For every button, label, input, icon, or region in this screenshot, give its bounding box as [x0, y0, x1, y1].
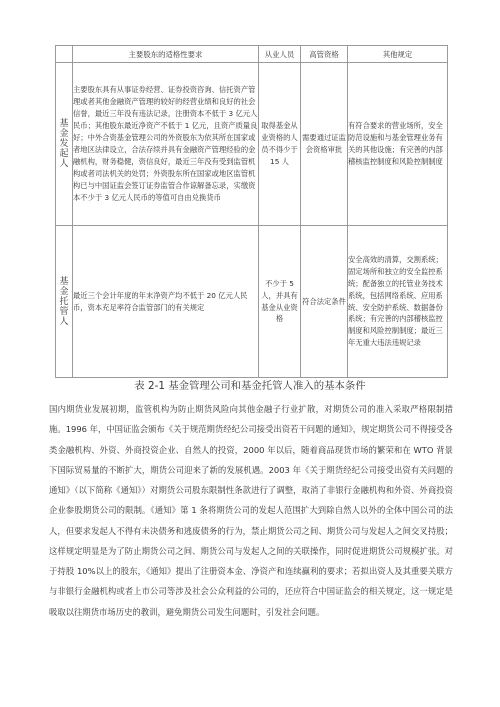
cell-other: 有符合要求的营业场所，安全防范设施和与基金管理业务有关的其他设施；有完善的内部稽核监控制度和风险控制制度 — [348, 63, 448, 226]
row-label-char: 起 — [59, 149, 69, 159]
requirements-table — [55, 45, 448, 378]
cell-requirement: 主要股东具有从事证券经营、证券投资咨询、信托资产管理或者其他金融资产管理的较好的经营业绩和良好的社会信誉，最近三年没有违法记录，注册资本不低于 3 亿元人民币；其他股东最近净资产不低于 1 亿元，且资产质量良好；中外合资基金管理公司的外资股东为依其所在国家或者地区法律设立，合法存续并具有金融资产管理经验的金融机构，财务稳健，资信良好，最近三年没有受到监管机构或者司法机关的处罚；外资股东所在国家或地区监管机构已与中国证监会签订证券监管合作谅解备忘录，实缴资本不少于 3 亿元人民币的等值可自由兑换货币 — [73, 63, 259, 226]
cell-executive: 需要通过证监会资格审批 — [301, 63, 348, 226]
row-label-char: 人 — [59, 316, 69, 327]
header-shareholder-requirements: 主要股东的适格性要求 — [73, 46, 259, 63]
body-paragraph — [49, 399, 453, 622]
paragraph-text: 国内期货业发展初期，监管机构为防止期货风险向其他金融子行业扩散，对期货公司的准入采取严格限制措施。1996 年，中国证监会颁布《关于规范期货经纪公司接受出资若干问题的通知》，规定期货公司不得接受各类金融机构、外资、外商投资企业、自然人的投资，2000 年以后，随着商品现货市场的繁荣和在 WTO 背景下国际贸易量的不断扩大，期货公司迎来了新的发展机遇。2003 年《关于期货经纪公司接受出资有关问题的通知》（以下简称《通知》）对期货公司股东限制性条款进行了调整，取消了非银行金融机构和外资、外商投资企业参股期货公司的限制。《通知》第 1 条将期货公司的发起人范围扩大到除自然人以外的全体中国公司的法人，但要求发起人不得有未决债务和逃废债务的行为，禁止期货公司之间、期货公司与发起人之间交叉持股；这样规定明显是为了防止期货公司之间、期货公司与发起人之间的关联操作，同时促进期货公司规模扩张。对于持股 10%以上的股东，《通知》提出了注册资本金、净资产和连续赢利的要求；若拟出资人及其重要关联方与非银行金融机构或者上市公司等涉及社会公众利益的公司的，还应符合中国证监会的相关规定，这一规定是吸取以往期货市场历史的教训，避免期货公司发生问题时，引发社会问题。 — [49, 404, 453, 617]
table-row — [56, 63, 448, 226]
row-label-fund-sponsor — [56, 63, 73, 226]
row-label-char: 金 — [59, 286, 69, 297]
table-row — [56, 226, 448, 378]
row-label-fund-custodian — [56, 226, 73, 378]
row-label-char: 托 — [59, 296, 69, 307]
row-label-char: 发 — [59, 139, 69, 149]
cell-requirement: 最近三个会计年度的年末净资产均不低于 20 亿元人民币，资本充足率符合监管部门的有关规定 — [73, 226, 259, 378]
cell-staff: 取得基金从业资格的人员不得少于 15 人 — [259, 63, 301, 226]
cell-other: 安全高效的清算，交割系统；固定场所和独立的安全监控系统；配备独立的托管业务技术系统，包括网络系统、应用系统、安全防护系统、数据备份系统；有完善的内部稽核监控制度和风险控制制度；最近三年无重大违法违规记录 — [348, 226, 448, 378]
row-label-char: 基 — [59, 119, 69, 129]
row-label-char: 金 — [59, 129, 69, 139]
header-executive: 高管资格 — [301, 46, 348, 63]
row-label-text — [56, 119, 72, 169]
row-label-char: 基 — [59, 276, 69, 287]
row-label-char: 人 — [59, 159, 69, 169]
cell-executive: 符合法定条件 — [301, 226, 348, 378]
header-staff: 从业人员 — [259, 46, 301, 63]
table-caption: 表 2-1 基金管理公司和基金托管人准入的基本条件 — [134, 380, 366, 392]
header-other: 其他规定 — [348, 46, 448, 63]
table-header-row — [56, 46, 448, 63]
row-label-char: 管 — [59, 306, 69, 317]
header-corner — [56, 46, 73, 63]
cell-staff: 不少于 5 人，并具有基金从业资格 — [259, 226, 301, 378]
row-label-text — [56, 277, 72, 327]
